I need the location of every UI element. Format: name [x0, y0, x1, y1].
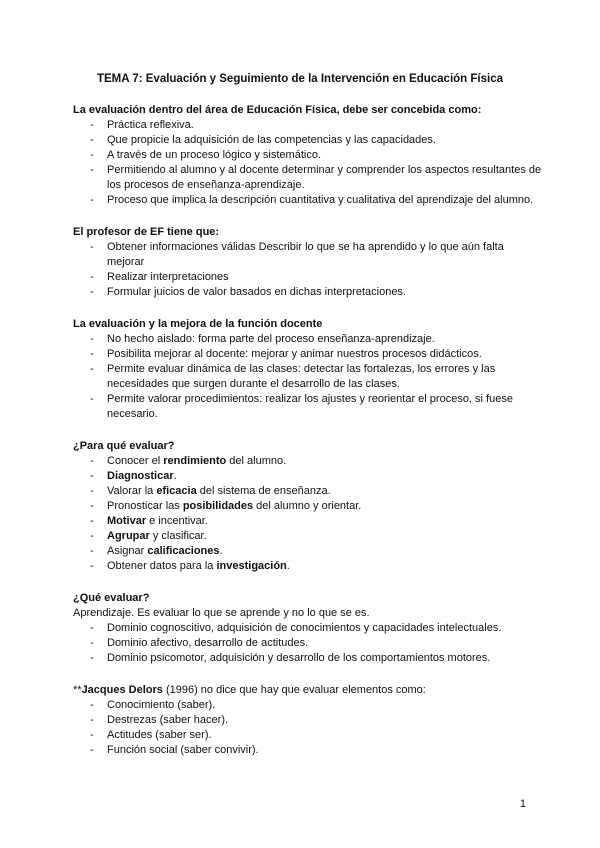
text-run: Permite evaluar dinámica de las clases: detectar las fortalezas, los errores y las necesidades que surgen durante el desarrollo de las clases.: [107, 363, 496, 390]
page-number: 1: [519, 798, 526, 810]
text-run: e incentivar.: [146, 515, 208, 527]
text-run: Formular juicios de valor basados en dichas interpretaciones.: [107, 286, 406, 298]
dash-bullet-icon: -: [90, 241, 94, 253]
section-paragraph: [73, 683, 543, 698]
text-run: Proceso que implica la descripción cuantitativa y cualitativa del aprendizaje del alumno.: [107, 194, 534, 206]
text-run: Actitudes (saber ser).: [107, 729, 212, 741]
bold-text: Jacques Delors: [81, 684, 163, 696]
dash-bullet-icon: -: [90, 286, 94, 298]
text-run: Conocer el: [107, 455, 164, 467]
bullet-list: [73, 454, 543, 574]
bold-text: Motivar: [107, 515, 147, 527]
text-run: y clasificar.: [149, 530, 207, 542]
list-item: [73, 454, 543, 469]
section-1: [73, 103, 543, 208]
list-item: [73, 621, 543, 636]
dash-bullet-icon: -: [90, 164, 94, 176]
dash-bullet-icon: -: [90, 134, 94, 146]
dash-bullet-icon: -: [90, 485, 94, 497]
text-run: Que propicie la adquisición de las competencias y las capacidades.: [107, 134, 436, 146]
list-item: [73, 514, 543, 529]
text-run: Dominio afectivo, desarrollo de actitudes.: [107, 637, 309, 649]
text-run: No hecho aislado: forma parte del proceso enseñanza-aprendizaje.: [107, 333, 435, 345]
list-item: [73, 499, 543, 514]
dash-bullet-icon: -: [90, 363, 94, 375]
list-item: [73, 559, 543, 574]
dash-bullet-icon: -: [90, 149, 94, 161]
section-paragraph: [73, 606, 543, 621]
list-item: [73, 698, 543, 713]
bullet-list: [73, 621, 543, 666]
list-item: [73, 148, 543, 163]
bold-text: calificaciones: [147, 545, 220, 557]
list-item: [73, 544, 543, 559]
dash-bullet-icon: -: [90, 622, 94, 634]
list-item: [73, 651, 543, 666]
list-item: [73, 484, 543, 499]
list-item: [73, 529, 543, 544]
text-run: (1996) no dice que hay que evaluar elementos como:: [162, 684, 426, 696]
list-item: [73, 392, 543, 422]
text-run: Obtener informaciones válidas Describir lo que se ha aprendido y lo que aún falta mejorar: [107, 241, 504, 268]
bold-text: posibilidades: [182, 500, 254, 512]
text-run: Práctica reflexiva.: [107, 119, 194, 131]
section-4: [73, 439, 543, 574]
dash-bullet-icon: -: [90, 271, 94, 283]
bullet-list: [73, 332, 543, 422]
list-item: [73, 743, 543, 758]
text-run: del sistema de enseñanza.: [196, 485, 331, 497]
document-title: TEMA 7: Evaluación y Seguimiento de la Intervención en Educación Física: [96, 73, 503, 85]
dash-bullet-icon: -: [90, 455, 94, 467]
text-run: Permite valorar procedimientos: realizar los ajustes y reorientar el proceso, si fuese necesario.: [107, 393, 513, 420]
text-run: Obtener datos para la: [107, 560, 217, 572]
list-item: [73, 362, 543, 392]
list-item: [73, 240, 543, 270]
section-heading: ¿Para qué evaluar?: [73, 440, 175, 452]
document-body: [73, 103, 543, 775]
list-item: [73, 118, 543, 133]
text-run: .: [286, 560, 290, 572]
dash-bullet-icon: -: [90, 729, 94, 741]
text-run: Valorar la: [107, 485, 157, 497]
section-heading: La evaluación y la mejora de la función docente: [73, 318, 323, 330]
list-item: [73, 193, 543, 208]
text-run: Función social (saber convivir).: [107, 744, 259, 756]
list-item: [73, 270, 543, 285]
list-item: [73, 728, 543, 743]
bullet-list: [73, 698, 543, 758]
bullet-list: [73, 118, 543, 208]
bold-text: eficacia: [156, 485, 197, 497]
list-item: [73, 636, 543, 651]
dash-bullet-icon: -: [90, 470, 94, 482]
text-run: .: [219, 545, 223, 557]
dash-bullet-icon: -: [90, 119, 94, 131]
text-run: del alumno y orientar.: [253, 500, 362, 512]
list-item: [73, 332, 543, 347]
list-item: [73, 469, 543, 484]
dash-bullet-icon: -: [90, 652, 94, 664]
list-item: [73, 285, 543, 300]
dash-bullet-icon: -: [90, 393, 94, 405]
list-item: [73, 713, 543, 728]
text-run: Posibilita mejorar al docente: mejorar y animar nuestros procesos didácticos.: [107, 348, 482, 360]
text-run: Dominio cognoscitivo, adquisición de conocimientos y capacidades intelectuales.: [107, 622, 502, 634]
text-run: del alumno.: [226, 455, 287, 467]
dash-bullet-icon: -: [90, 530, 94, 542]
text-run: Dominio psicomotor, adquisición y desarrollo de los comportamientos motores.: [107, 652, 491, 664]
dash-bullet-icon: -: [90, 500, 94, 512]
text-run: Conocimiento (saber).: [107, 699, 216, 711]
text-run: A través de un proceso lógico y sistemático.: [107, 149, 321, 161]
dash-bullet-icon: -: [90, 744, 94, 756]
text-run: Asignar: [107, 545, 148, 557]
dash-bullet-icon: -: [90, 699, 94, 711]
bold-text: rendimiento: [163, 455, 227, 467]
dash-bullet-icon: -: [90, 637, 94, 649]
section-3: [73, 317, 543, 422]
bullet-list: [73, 240, 543, 300]
text-run: Permitiendo al alumno y al docente determinar y comprender los aspectos resultantes de los procesos de enseñanza-aprendizaje.: [107, 164, 542, 191]
text-run: Aprendizaje. Es evaluar lo que se aprende y no lo que se es.: [73, 607, 370, 619]
section-heading: La evaluación dentro del área de Educación Física, debe ser concebida como:: [73, 104, 482, 116]
section-2: [73, 225, 543, 300]
dash-bullet-icon: -: [90, 714, 94, 726]
text-run: .: [173, 470, 177, 482]
bold-text: Diagnosticar: [107, 470, 174, 482]
dash-bullet-icon: -: [90, 545, 94, 557]
dash-bullet-icon: -: [90, 515, 94, 527]
section-heading: ¿Qué evaluar?: [73, 592, 150, 604]
text-run: **: [73, 684, 82, 696]
text-run: Destrezas (saber hacer).: [107, 714, 229, 726]
dash-bullet-icon: -: [90, 194, 94, 206]
list-item: [73, 133, 543, 148]
dash-bullet-icon: -: [90, 560, 94, 572]
bold-text: Agrupar: [107, 530, 150, 542]
list-item: [73, 347, 543, 362]
bold-text: investigación: [216, 560, 287, 572]
section-6: [73, 683, 543, 758]
dash-bullet-icon: -: [90, 333, 94, 345]
text-run: Pronosticar las: [107, 500, 183, 512]
section-5: [73, 591, 543, 666]
list-item: [73, 163, 543, 193]
section-heading: El profesor de EF tiene que:: [73, 226, 220, 238]
text-run: Realizar interpretaciones: [107, 271, 229, 283]
dash-bullet-icon: -: [90, 348, 94, 360]
